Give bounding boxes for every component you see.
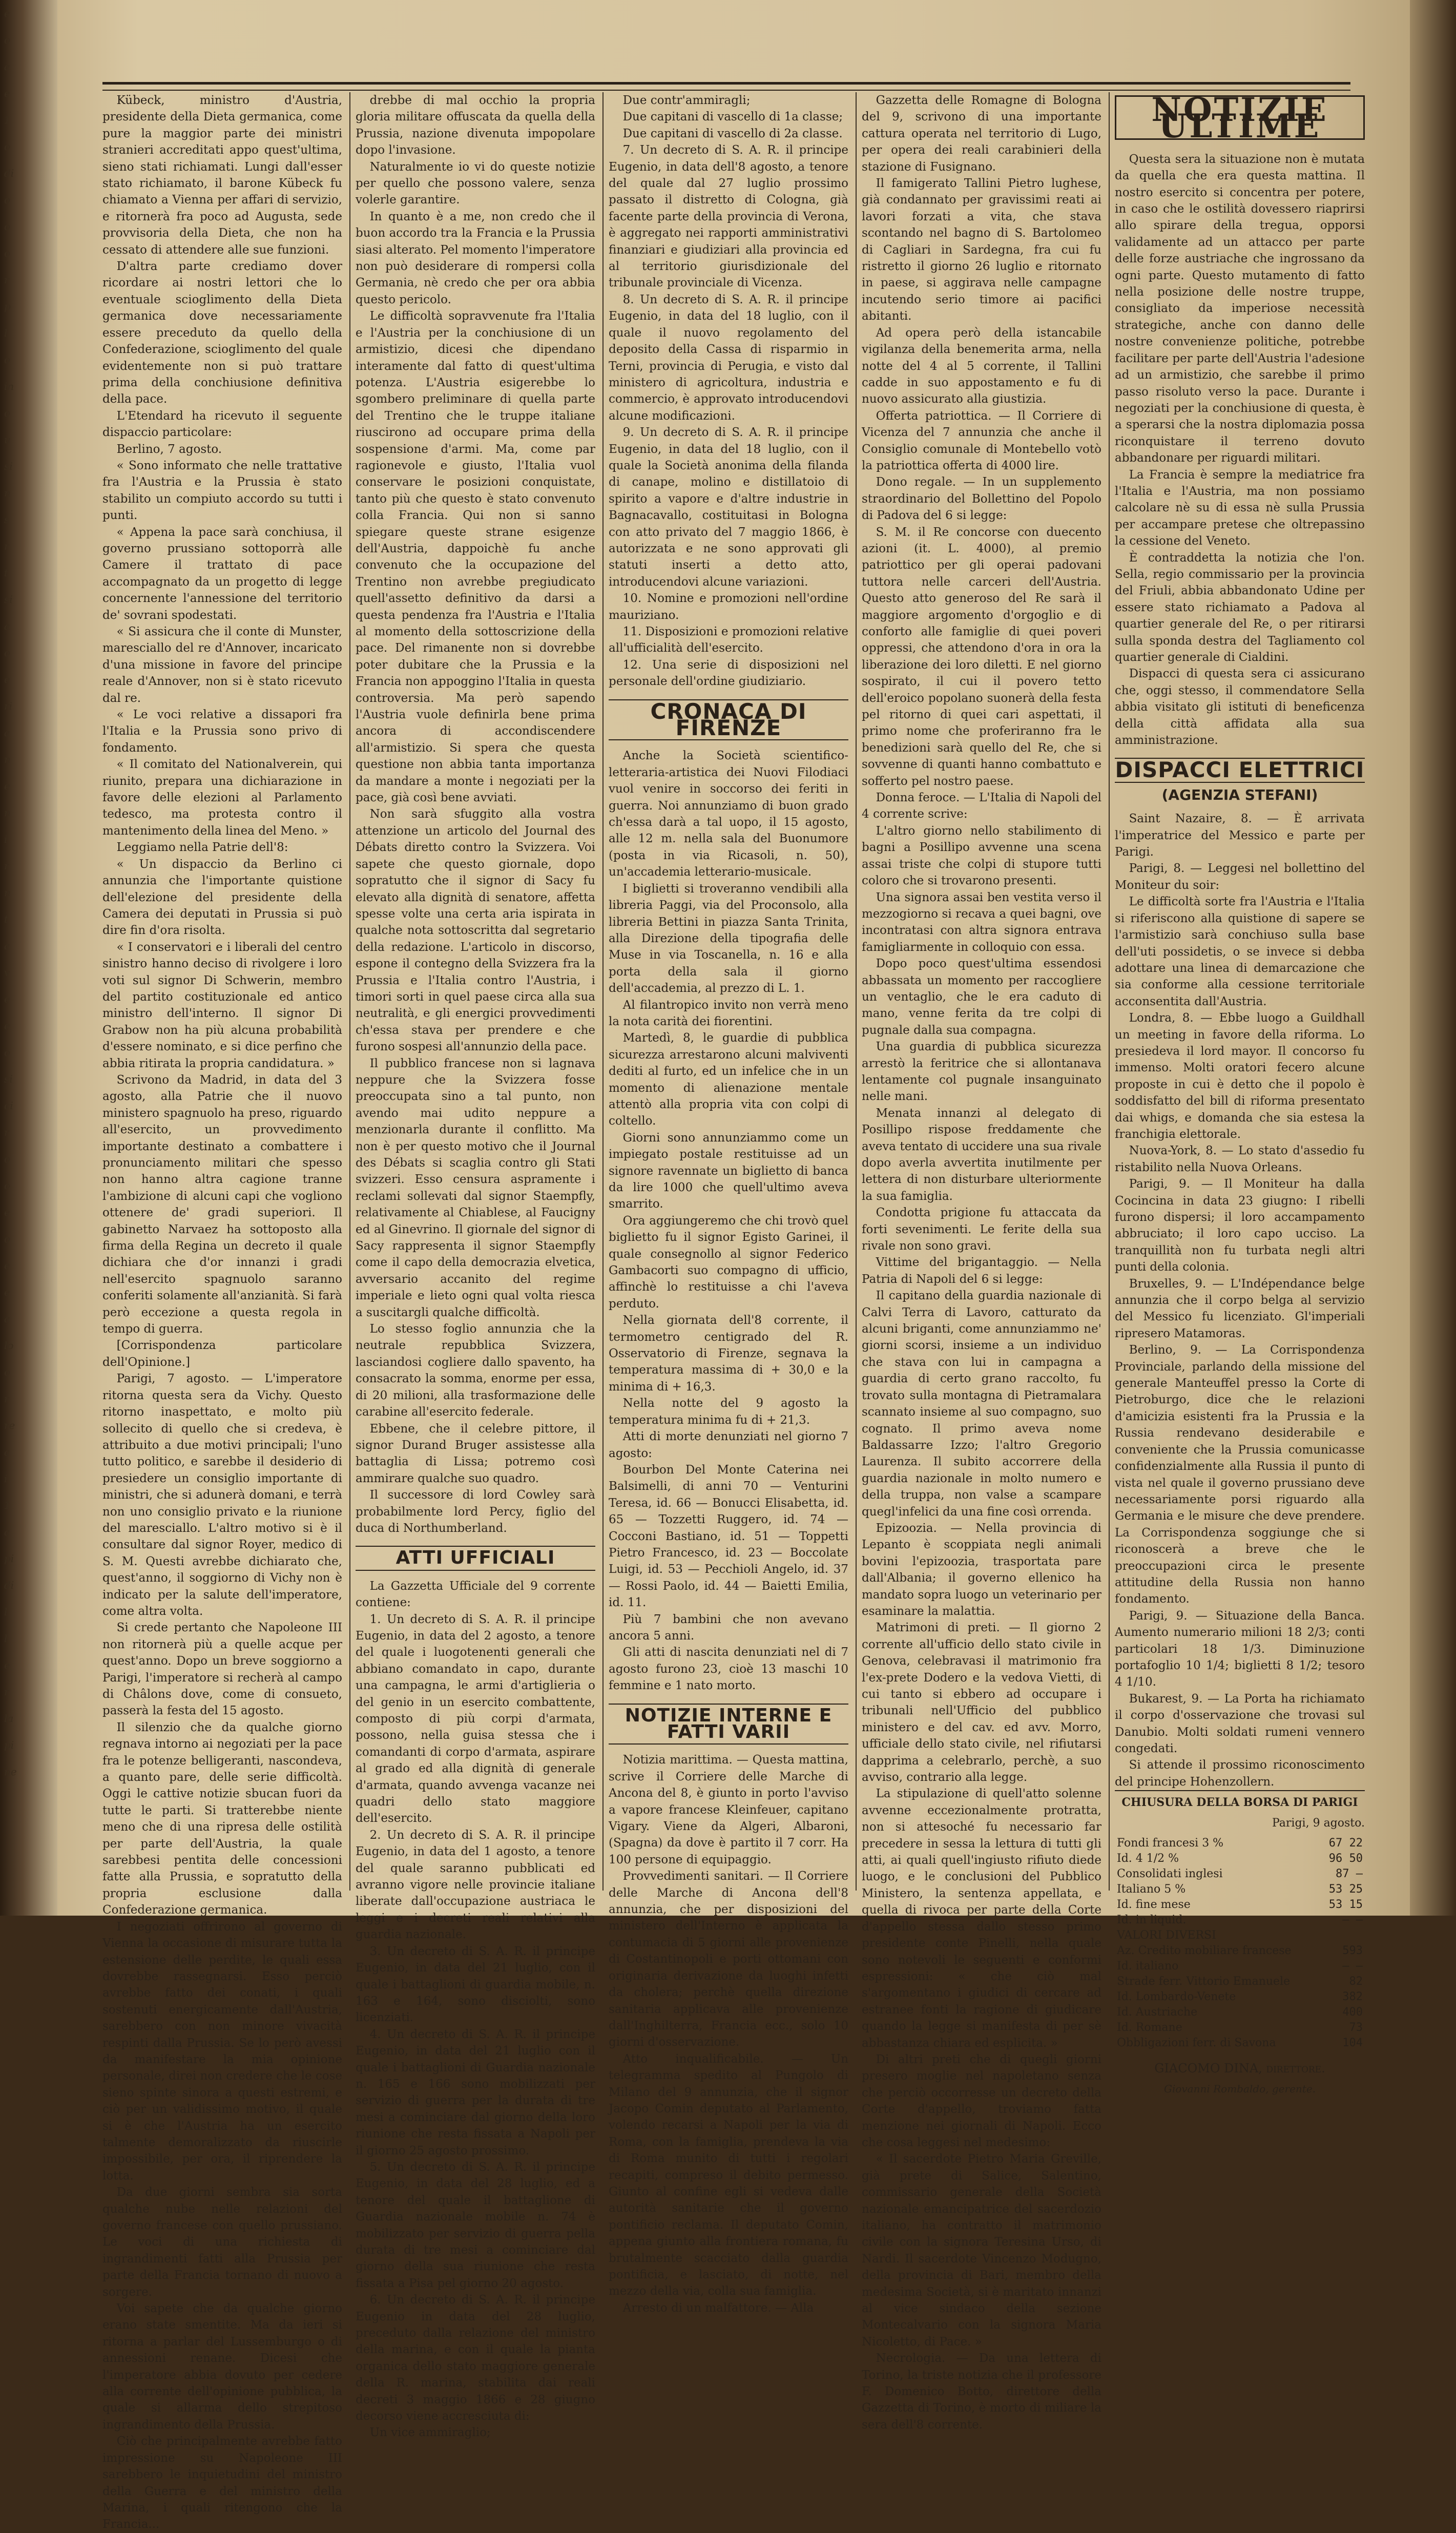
article-paragraph: 8. Un decreto di S. A. R. il principe Eugenio, in data del 18 luglio, con il quale il nuovo regolamento del deposito della Cassa di risparmio in Terni, provincia di Perugia, e visto dal ministero di agricoltura, industria e commercio, è approvato introducendovi alcune modificazioni. xyxy=(609,293,848,423)
column-rule xyxy=(1109,92,1110,1891)
binding-fragment: a xyxy=(4,940,10,952)
binding-fragment: 1 xyxy=(4,1499,11,1511)
article-paragraph: Ebbene, che il celebre pittore, il signor Durand Bruger assistesse alla battaglia di Lissa; potremo così ammirare qualche suo quadro. xyxy=(356,1422,595,1485)
article-paragraph: La Francia è sempre la mediatrice fra l'Italia e l'Austria, ma non possiamo calcolare nè su di essa nè sulla Prussia per accampare pretese che oltrepassino la cessione del Veneto. xyxy=(1115,468,1365,548)
binding-fragment: e xyxy=(4,1206,10,1218)
binding-fragment: s xyxy=(4,513,10,526)
article-paragraph: I negoziati offrirono al governo di Vienna la occasione di misurare tutta la estensione delle perdite, le quali essa dovrebbe rassegnarsi. Esso perciò avrebbe fatto dei conati, i quali sostenuti energicamente dall'Austria, sarebbero con non minore vivacità respinti dalla Prussia. Se lo però avessi da manifestare la mia opinione personale, direi non credere che le cose sieno spinte sinora a questi estremi, e ciò per un validissimo motivo, il quale si è che l'Austria ha un esercito talmente demoralizzato da riuscirle impossibile, per ora, il riprendere la lotta. xyxy=(102,1920,343,2183)
column-3 xyxy=(609,92,848,2315)
binding-fragment: t xyxy=(4,567,9,579)
article-paragraph: Il successore di lord Cowley sarà probabilmente lord Percy, figlio del duca di Northumberland. xyxy=(356,1488,595,1535)
section-subheading-agenzia: (AGENZIA STEFANI) xyxy=(1161,786,1318,803)
bourse-value: 87 — xyxy=(1336,1867,1363,1881)
bourse-row xyxy=(1115,1943,1365,1959)
column-5 xyxy=(1115,91,1365,2095)
bourse-label: Id. Austriache xyxy=(1117,2006,1198,2019)
binding-fragment: o xyxy=(4,1046,11,1058)
binding-fragment: a xyxy=(4,1313,10,1325)
bourse-row xyxy=(1115,1928,1365,1943)
article-paragraph: 11. Disposizioni e promozioni relative all'ufficialità dell'esercito. xyxy=(609,625,848,655)
section-heading-cronaca: CRONACA DI FIRENZE xyxy=(609,699,848,741)
article-paragraph: S. M. il Re concorse con duecento azioni (it. L. 4000), al premio patriottico per gli operai padovani tuttora nelle carceri dell'Austria. Questo atto generoso del Re sarà il maggiore argomento d'orgoglio e di conforto alle famiglie di quei poveri oppressi, che attendono d'ora in ora la liberazione dei loro diletti. E nel giorno sospirato, il cui il povero tetto dell'eroico popolano suonerà della festa pel ritorno di quei cari aspettati, il primo nome che proferiranno fra le benedizioni sarà quello del Re, che si sovvenne di quanti hanno combattuto e sofferto pel nostro paese. xyxy=(862,525,1101,788)
article-paragraph: Scrivono da Madrid, in data del 3 agosto, alla Patrie che il nuovo ministero spagnuolo ha preso, riguardo all'esercito, un provvedimento importante destinato a combattere i pronunciamento militari che spesso non hanno altra cagione tranne l'ambizione di alcuni capi che vogliono ottenere de' gradi superiori. Il gabinetto Narvaez ha sottoposto alla firma della Regina un decreto il quale dichiara che d'or innanzi i gradi nell'esercito spagnuolo saranno conferiti solamente all'anzianità. Si farà però eccezione a questa regola in tempo di guerra. xyxy=(102,1073,342,1336)
article-paragraph: « Le voci relative a dissapori fra l'Italia e la Prussia sono privo di fondamento. xyxy=(102,708,342,755)
binding-fragment: e xyxy=(4,7,10,19)
article-paragraph: Necrologia. — Da una lettera di Torino, la triste notizia che il professore F. Domenico Botto, direttore della Gazzetta di Torino, è morto di miliare la sera dell'8 corrente. xyxy=(862,2352,1101,2432)
bourse-value: — — xyxy=(1342,1960,1363,1973)
article-paragraph: Leggiamo nella Patrie dell'8: xyxy=(116,841,288,855)
binding-fragment: n xyxy=(4,806,11,819)
binding-fragment: e xyxy=(4,1259,10,1272)
binding-fragment: e xyxy=(4,1286,10,1298)
article-paragraph: « Un dispaccio da Berlino ci annunzia che l'importante quistione dell'elezione del presidente della Camera dei deputati in Prussia si può dire fin d'ora risolta. xyxy=(102,857,342,938)
binding-fragment: si xyxy=(4,460,13,472)
gerente-signature: Giovanni Rombaldo, gerente. xyxy=(1163,2083,1316,2095)
binding-fragment: n xyxy=(4,753,11,765)
column-2 xyxy=(356,92,595,2440)
binding-fragment: r xyxy=(4,1686,9,1698)
bourse-label: Az. Credito mobiliare francese xyxy=(1117,1944,1292,1958)
article-paragraph: Nuova-York, 8. — Lo stato d'assedio fu ristabilito nella Nuova Orleans. xyxy=(1115,1144,1365,1174)
bourse-row xyxy=(1115,1913,1365,1928)
bourse-value: 73 xyxy=(1349,2021,1363,2034)
binding-fragment: i xyxy=(4,1472,8,1485)
binding-fragment: ci xyxy=(4,1099,13,1112)
article-paragraph: Matrimoni di preti. — Il giorno 2 corrente all'ufficio dello stato civile in Genova, celebravasi il matrimonio fra l'ex-prete Dodero e la vedova Vietti, di cui tanto si ebbero ad occupare i tribunali nell'Ufficio del pubblico ministero e del cav. ed avv. Morro, ufficiale dello stato civile, nel rifiutarsi dapprima a celebrarlo, perchè, a suo avviso, contrario alla legge. xyxy=(862,1621,1101,1784)
column-4 xyxy=(862,92,1101,2432)
binding-fragment: r xyxy=(4,860,9,872)
article-paragraph: Le difficoltà sorte fra l'Austria e l'Italia si riferiscono alla quistione di sapere se l'armistizio sarà conchiuso sulla base dell'uti possidetis, o se invece si debba adottare una linea di demarcazione che sia conforme alla cessione territoriale acconsentita dall'Austria. xyxy=(1115,895,1365,1008)
binding-text-fragments xyxy=(0,0,57,1785)
binding-fragment: r xyxy=(4,274,9,286)
article-paragraph: Notizia marittima. — Questa mattina, scrive il Corriere delle Marche di Ancona del 8, è giunto in porto l'avviso a vapore francese Kleinfeuer, capitano Vigary. Viene da Algeri, Albaroni, (Spagna) da dove è partito il 7 corr. Ha 100 persone di equipaggio. xyxy=(609,1753,848,1866)
binding-fragment: e xyxy=(4,993,10,1005)
binding-fragment: o xyxy=(4,1153,11,1165)
bourse-value: 593 xyxy=(1342,1944,1363,1958)
article-paragraph: Bourbon Del Monte Caterina nei Balsimelli, di anni 70 — Venturini Teresa, id. 66 — Bonucci Elisabetta, id. 65 — Tozzetti Ruggero, id. 74 — Cocconi Bastiano, id. 51 — Toppetti Pietro Francesco, id. 23 — Boccolate Luigi, id. 53 — Pecchioli Angelo, id. 37 — Rossi Paolo, id. 44 — Baietti Emilia, id. 11. xyxy=(609,1463,848,1610)
bourse-row xyxy=(1115,1897,1365,1913)
binding-fragment: r xyxy=(4,1126,9,1138)
binding-fragment: o xyxy=(4,647,11,659)
binding-fragment: r xyxy=(4,1393,9,1405)
article-paragraph: Questa sera la situazione non è mutata da quella che era questa mattina. Il nostro esercito si concentra per potere, in caso che le ostilità dovessero riaprirsi allo spirare della tregua, opporsi validamente ad un attacco per parte delle forze austriache che ingrossano da ogni parte. Questo mutamento di fatto nella posizione delle nostre truppe, consigliato da imperiose necessità strategiche, anche con danno delle nostre convenienze politiche, potrebbe facilitare per parte dell'Austria l'adesione ad un armistizio, che sarebbe il primo passo risoluto verso la pace. Durante i negoziati per la conchiusione di questa, è a sperarsi che la nostra diplomazia possa riconquistare il terreno dovuto abbandonare per riguardi militari. xyxy=(1115,152,1365,465)
bourse-value: 400 xyxy=(1342,2006,1363,2019)
binding-fragment: a xyxy=(4,1526,10,1538)
binding-fragment: e xyxy=(4,1020,10,1032)
binding-fragment: o xyxy=(4,1366,11,1378)
section-heading-notizie-interne: NOTIZIE INTERNE E FATTI VARII xyxy=(609,1704,848,1745)
binding-fragment: in xyxy=(4,380,14,392)
article-paragraph: È contraddetta la notizia che l'on. Sella, regio commissario per la provincia del Friuli, abbia abbandonato Udine per essere stato richiamato a Padova al quartier generale del Re, o per ritirarsi sulla sponda destra del Tagliamento col quartier generale di Cialdini. xyxy=(1115,551,1365,664)
bourse-value: 53 25 xyxy=(1328,1883,1363,1896)
binding-fragment: v xyxy=(4,966,10,979)
article-paragraph: Il capitano della guardia nazionale di Calvi Terra di Lavoro, catturato da alcuni briganti, come annunziammo ne' giorni scorsi, insieme a un individuo che stava con lui in campagna a guardia di certo grano raccolto, fu trovato sulla montagna di Pietramalara scannato insieme al suo compagno, suo cognato. Il primo aveva nome Baldassarre Izzo; l'altro Gregorio Laurenza. Il subito accorrere della guardia nazionale in molto numero e della truppa, non valse a scampare quegl'infelici da una fine così orrenda. xyxy=(862,1289,1101,1519)
article-paragraph: Dispacci di questa sera ci assicurano che, oggi stesso, il commendatore Sella abbia visitato gli istituti di beneficenza della città affidata alla sua amministrazione. xyxy=(1115,667,1365,748)
bourse-subheader: Parigi, 9 agosto. xyxy=(1272,1816,1365,1830)
bourse-label: Id. 4 1/2 % xyxy=(1117,1852,1179,1865)
binding-fragment: o xyxy=(4,247,11,259)
article-paragraph: Lo stesso foglio annunzia che la neutrale repubblica Svizzera, lasciandosi cogliere dallo spavento, ha consacrato la somma, enorme per essa, di 20 milioni, alla trasformazione delle carabine all'esercito federale. xyxy=(356,1322,595,1419)
bourse-label: Strade ferr. Vittorio Emanuele xyxy=(1117,1975,1291,1988)
section-heading-dispacci: DISPACCI ELETTRICI xyxy=(1115,757,1365,783)
binding-fragment: l xyxy=(4,327,8,339)
binding-fragment: o xyxy=(4,407,11,419)
article-paragraph: Kübeck, ministro d'Austria, presidente della Dieta germanica, come pure la maggior parte dei ministri stranieri accreditati appo quest'ultima, sieno stati richiamati. Lungi dall'esser stato richiamato, il barone Kübeck fu chiamato a Vienna per affari di servizio, e ritornerà fra poco ad Augusta, sede provvisoria della Dieta, che non ha cessato di attendere alle sue funzioni. xyxy=(102,94,342,257)
bourse-row xyxy=(1115,2020,1365,2036)
binding-fragment: o xyxy=(4,220,11,233)
binding-fragment: lo xyxy=(4,1339,14,1352)
article-paragraph: 7. Un decreto di S. A. R. il principe Eugenio, in data dell'8 agosto, a tenore del quale dal 27 luglio prossimo passato il distretto di Cologna, già facente parte della provincia di Verona, è aggregato nei rapporti amministrativi finanziari e giudiziari alla provincia ed al territorio giurisdizionale del tribunale provinciale di Vicenza. xyxy=(609,143,848,290)
bourse-label: Id. fine mese xyxy=(1117,1898,1191,1912)
article-paragraph: « Sono informato che nelle trattative fra l'Austria e la Prussia è stato stabilito un compiuto accordo su tutti i punti. xyxy=(102,459,342,523)
article-paragraph: I biglietti si troveranno vendibili alla libreria Paggi, via del Proconsolo, alla libreria Bettini in piazza Santa Trinita, alla Direzione della tipografia delle Muse in via Toscanella, n. 16 e alla porta della sala il giorno dell'accademia, al prezzo di L. 1. xyxy=(609,882,848,995)
article-paragraph: drebbe di mal occhio la propria gloria militare offuscata da quella della Prussia, nazione divenuta impopolare dopo l'invasione. xyxy=(356,94,595,157)
bourse-label: Obbligazioni ferr. di Savona xyxy=(1117,2037,1276,2050)
bourse-row xyxy=(1115,1851,1365,1866)
binding-fragment: e xyxy=(4,673,10,686)
binding-fragment: l xyxy=(4,1606,8,1618)
binding-fragment: pi xyxy=(4,1552,14,1565)
article-paragraph: 10. Nomine e promozioni nell'ordine mauriziano. xyxy=(609,592,848,622)
article-paragraph: Ciò che principalmente avrebbe fatto impressione su Napoleone III sarebbero le inquietudini del ministro della Guerra e del ministro della Marina, i quali ritengono che la Francia... xyxy=(102,2435,342,2531)
article-paragraph: Provvedimenti sanitari. — Il Corriere delle Marche di Ancona dell'8 annunzia, che per disposizioni del ministero dell'Interno è applicata la contumacia di 5 giorni alle provenienze di Costantinopoli e porti ottomani con originaria derivazione da luoghi infetti da cholera; perchè quella direzione sanitaria applicava alle provenienze dall'Inghilterra, Francia ecc., solo 10 giorni d'osservazione. xyxy=(609,1870,848,2049)
article-paragraph: Anche la Società scientifico-letteraria-artistica dei Nuovi Filodiaci vuol venire in soccorso dei feriti in guerra. Noi annunziamo di buon grado ch'essa darà a tal uopo, il 15 agosto, alle 12 m. nella sala del Buonumore (posta in via Ricasoli, n. 50), un'accademia letterario-musicale. xyxy=(609,749,848,879)
binding-fragment: t xyxy=(4,913,9,925)
binding-fragment: re xyxy=(4,1419,15,1431)
binding-fragment: pi xyxy=(4,1739,14,1751)
bourse-row xyxy=(1115,1974,1365,1989)
binding-fragment: u xyxy=(4,433,11,446)
article-paragraph: « Appena la pace sarà conchiusa, il governo prussiano sottoporrà alle Camere il trattato di pace accompagnato da un progetto di legge concernente l'annessione del territorio de' sovrani spodestati. xyxy=(102,525,342,622)
article-paragraph: « Il comitato del Nationalverein, qui riunito, prepara una dichiarazione in favore delle elezioni al Parlamento tedesco, ma protesta contro il mantenimento della linea del Meno. » xyxy=(102,758,342,838)
bourse-value: 104 xyxy=(1342,2037,1363,2050)
binding-fragment: n xyxy=(4,886,11,899)
column-1 xyxy=(102,92,343,2531)
binding-fragment: a xyxy=(4,620,10,632)
article-paragraph: Il famigerato Tallini Pietro lughese, già condannato per gravissimi reati ai lavori forzati a vita, che stava scontando nel bagno di S. Bartolomeo di Cagliari in Sardegna, fra cui fu ristretto il giorno 26 luglio e ritornato in paese, si aggirava nelle campagne incutendo serio timore ai pacifici abitanti. xyxy=(862,177,1101,323)
binding-fragment: di xyxy=(4,1579,14,1591)
article-paragraph: Un vice ammiraglio; xyxy=(369,2426,491,2440)
article-paragraph: Menata innanzi al delegato di Posillipo rispose freddamente che aveva tentato di uccidere una sua rivale dopo averla avvertita inutilmente per lettera di non disturbare ulteriormente la sua famiglia. xyxy=(862,1106,1101,1203)
binding-fragment: l xyxy=(4,1632,8,1645)
article-paragraph: Il silenzio che da qualche giorno regnava intorno ai negoziati per la pace fra le potenze belligeranti, nascondeva, a quanto pare, delle serie difficoltà. Oggi le cattive notizie sbucan fuori da tutte le parti. Si tratterebbe niente meno che di una ripresa delle ostilità per parte dell'Austria, la quale sarebbesi pentita delle concessioni fatte alla Prussia, e sopratutto della propria esclusione dalla Confederazione germanica. xyxy=(102,1720,342,1917)
article-paragraph: Dono regale. — In un supplemento straordinario del Bollettino del Popolo di Padova del 6 si legge: xyxy=(862,475,1101,523)
article-paragraph: Berlino, 7 agosto. xyxy=(116,442,222,456)
article-paragraph: Nella notte del 9 agosto la temperatura minima fu di + 21,3. xyxy=(609,1397,848,1427)
column-rule xyxy=(602,92,604,1891)
article-paragraph: L'altro giorno nello stabilimento di bagni a Posillipo avvenne una scena assai triste che colpi di stupore tutti coloro che si trovarono presenti. xyxy=(862,824,1101,888)
binding-fragment: o xyxy=(4,1179,11,1192)
article-paragraph: Parigi, 7 agosto. — L'imperatore ritorna questa sera da Vichy. Questo ritorno inaspettato, e molto più sollecito di quello che si credeva, è attribuito a due motivi principali; l'uno tutto politico, e sarebbe il desiderio di presiedere un consiglio importante di ministri, che si adunerà domani, e terrà non uno consiglio privato e la riunione del maresciallo. L'altro motivo si è il consultare dal signor Royer, medico di S. M. Questi avrebbe dichiarato che, quest'anno, il soggiorno di Vichy non è indicato per la salute dell'imperatore, come altra volta. xyxy=(102,1372,342,1618)
article-paragraph: Arresto di un malfattore. — Alla xyxy=(622,2301,814,2315)
article-paragraph: In quanto è a me, non credo che il buon accordo tra la Francia e la Prussia siasi alterato. Pel momento l'imperatore non può desiderare di rompersi colla Germania, nè credo che per ora abbia questo pericolo. xyxy=(356,210,595,306)
bourse-row xyxy=(1115,2005,1365,2020)
article-paragraph: « I conservatori e i liberali del centro sinistro hanno deciso di rivolgere i loro voti sul signor Di Schwerin, membro del partito costituzionale ed antico ministro dell'interno. Il signor Di Grabow non ha più alcuna probabilità d'essere nominato, e si dice perfino che abbia ritirata la propria candidatura. » xyxy=(102,940,342,1070)
section-heading-atti-ufficiali: ATTI UFFICIALI xyxy=(356,1546,595,1570)
binding-fragment: ne xyxy=(4,1766,17,1778)
article-paragraph: Una signora assai ben vestita verso il mezzogiorno si recava a quei bagni, ove incontratasi con altra signora entrava famigliarmente in colloquio con essa. xyxy=(862,890,1101,954)
bourse-value: — — xyxy=(1342,1914,1363,1927)
binding-fragment: r xyxy=(4,540,9,552)
bourse-value xyxy=(1321,1928,1365,1943)
article-paragraph: Parigi, 9. — Situazione della Banca. Aumento numerario milioni 18 2/3; conti particolari 18 1/3. Diminuzione portafoglio 10 1/4; biglietti 8 1/2; tesoro 4 1/10. xyxy=(1115,1609,1365,1689)
bourse-label: Id. Lombardo-Venete xyxy=(1117,1990,1236,2004)
binding-fragment: a xyxy=(4,1446,10,1458)
article-paragraph: 2. Un decreto di S. A. R. il principe Eugenio, in data del 1 agosto, a tenore del quale saranno pubblicati ed avranno vigore nelle provincie italiane liberate dall'occupazione austriaca le leggi e i decreti reali relativi alla guardia nazionale. xyxy=(356,1828,595,1942)
binding-fragment: o xyxy=(4,140,11,153)
bourse-label: Consolidati inglesi xyxy=(1117,1867,1223,1881)
article-paragraph: Ora aggiungeremo che chi trovò quel biglietto fu il signor Egisto Garinei, il quale consegnollo al signor Federico Gambacorti suo compagno di ufficio, affinchè lo restituisse a chi l'aveva perduto. xyxy=(609,1214,848,1311)
article-paragraph: La stipulazione di quell'atto solenne avvenne eccezionalmente protratta, non si attesoché fu necessario far precedere in sessa la lettura di tutti gli atti, ai quali quell'ingiusto rifiuto diede luogo, e le conclusioni del Pubblico Ministero, la sentenza appellata, e quella di rivoca per parte della Corte d'appello stessa dallo stesso primo presidente conte Pinelli, nella quale sono notevoli le seguenti e conformi espressioni: « che ciò mal s'argomentano i giudici di cercare ad estranee fonti la ragione di giudicare quando la legge si manifesta di per sè abbastanza chiara ed esplicita. » xyxy=(862,1787,1101,2050)
binding-fragment: o xyxy=(4,354,11,366)
bourse-label: VALORI DIVERSI xyxy=(1117,1929,1216,1942)
binding-fragment: a xyxy=(4,726,10,739)
article-paragraph: Ad opera però della istancabile vigilanza della benemerita arma, nella notte del 4 al 5 corrente, il Tallini cadde in suo appostamento e fu di nuovo assicurato alla giustizia. xyxy=(862,326,1101,406)
top-rule xyxy=(102,82,1350,91)
article-paragraph: La Gazzetta Ufficiale del 9 corrente contiene: xyxy=(356,1579,595,1610)
article-paragraph: Bruxelles, 9. — L'Indépendance belge annunzia che il corpo belga al servizio del Messico fu licenziato. Gl'imperiali ripresero Matamoras. xyxy=(1115,1277,1365,1340)
article-paragraph: L'Etendard ha ricevuto il seguente dispaccio particolare: xyxy=(102,409,342,440)
binding-fragment: a xyxy=(4,60,10,73)
bourse-row xyxy=(1115,1866,1365,1882)
article-paragraph: Donna feroce. — L'Italia di Napoli del 4 corrente scrive: xyxy=(862,791,1101,821)
article-paragraph: 5. Un decreto di S. A. R. il principe Eugenio, in data del 28 luglio, ed a tenore del quale il battaglione di Guardia nazionale mobile n. 74 è mobilizzato per servizio di guerra pella durata di tre mesi a cominciare dal giorno della sua riunione che resta fissata a Pisa pel giorno 20 agosto. xyxy=(356,2160,595,2290)
binding-fragment: 1 xyxy=(4,114,11,126)
column-rule xyxy=(349,92,350,1891)
binding-fragment: ri xyxy=(4,700,12,712)
bourse-label: Id. in liquid. xyxy=(1117,1914,1187,1927)
binding-fragment: di xyxy=(4,167,14,179)
binding-fragment: e xyxy=(4,780,10,792)
binding-fragment: n xyxy=(4,487,11,499)
article-paragraph: 1. Un decreto di S. A. R. il principe Eugenio, in data del 2 agosto, a tenore del quale i luogotenenti generali che abbiano comandato in capo, durante una campagna, le armi d'artiglieria o del genio in un esercito combattente, composto di più corpi d'armata, possono, nella guisa stessa che i comandanti di corpo d'armata, aspirare al grado ed alla dignità di generale d'armata, quando avvenga vacanze nei quadri dello stato maggiore dell'esercito. xyxy=(356,1612,595,1825)
bourse-row xyxy=(1115,1882,1365,1897)
article-paragraph: 9. Un decreto di S. A. R. il principe Eugenio, in data del 18 luglio, con il quale la Società anonima della filanda di canape, molino e distillatoio di spirito a vapore e d'altre industrie in Bagnacavallo, costituitasi in Bologna con atto privato del 7 maggio 1866, è autorizzata e ne sono approvati gli statuti inserti a detto atto, introducendovi alcune variazioni. xyxy=(609,426,848,589)
notizie-ultime-title: NOTIZIE ULTIME xyxy=(1115,95,1365,140)
bourse-label: Fondi francesi 3 % xyxy=(1117,1837,1224,1850)
article-paragraph: Voi sapete che da qualche giorno erano state smentite. Ma da ieri si ritorna a parlar del Lussemburgo o di annessioni renane. Dicesi che l'imperatore abbia dovuto per cedere alla corrente dell'opinione pubblica, la quale si allarma dello strepitoso ingrandimento della Prussia. xyxy=(102,2302,342,2432)
bourse-label: Id. italiano xyxy=(1117,1960,1179,1973)
article-paragraph: Epizoozia. — Nella provincia di Lepanto è scoppiata negli animali bovini l'epizoozia, trasportata pare dall'Albania; il governo ellenico ha mandato sopra luogo un veterinario per esaminare la malattia. xyxy=(862,1521,1101,1618)
article-paragraph: Bukarest, 9. — La Porta ha richiamato il corpo d'osservazione che trovasi sul Danubio. Molti soldati rumeni vennero congedati. xyxy=(1115,1692,1365,1755)
article-paragraph: 6. Un decreto di S. A. R. il principe Eugenio in data del 28 luglio, preceduto dalla relazione del ministro della marina, e con il quale la pianta organica dello stato maggiore generale della R. marina, stabilita dai reali decreti 3 maggio 1866 e 28 giugno decorso viene accresciuta di: xyxy=(356,2293,595,2423)
article-paragraph: Saint Nazaire, 8. — È arrivata l'imperatrice del Messico e parte per Parigi. xyxy=(1115,812,1365,859)
book-binding xyxy=(0,0,57,1916)
binding-fragment: si xyxy=(4,1073,13,1085)
binding-fragment: e xyxy=(4,87,10,99)
article-paragraph: Offerta patriottica. — Il Corriere di Vicenza del 7 annunzia che anche il Consiglio comunale di Montebello votò la patriottica offerta di 4000 lire. xyxy=(862,409,1101,472)
article-paragraph: 4. Un decreto di S. A. R. il principe Eugenio, in data del 21 luglio con il quale i battaglioni di Guardia nazionale n. 165 e 166 sono mobilizzati per servizio di guerra per la durata di tre mesi a cominciare dal giorno della loro riunione che resta fissata a Napoli per il giorno 25 agosto prossimo. xyxy=(356,2027,595,2157)
article-paragraph: Non sarà sfuggito alla vostra attenzione un articolo del Journal des Débats diretto contro la Svizzera. Voi sapete che questo giornale, dopo sopratutto che il signor di Sacy fu elevato alla dignità di senatore, affetta spesse volte una certa aria ispirata in qualche nota sottoscritta dal segretario della redazione. L'articolo in discorso, espone il contegno della Svizzera fra la Prussia e l'Italia contro l'Austria, i timori sorti in quel paese circa alla sua neutralità, e gli energici provvedimenti ch'essa stava per prendere e che furono sospesi all'annunzio della pace. xyxy=(356,807,595,1054)
article-paragraph: Al filantropico invito non verrà meno la nota carità dei fiorentini. xyxy=(609,998,848,1028)
column-rule xyxy=(856,92,857,1891)
binding-fragment: e xyxy=(4,1659,10,1671)
article-paragraph: Nella giornata dell'8 corrente, il termometro centigrado del R. Osservatorio di Firenze, segnava la temperatura massima di + 30,0 e la minima di + 16,3. xyxy=(609,1314,848,1394)
article-paragraph: Parigi, 9. — Il Moniteur ha dalla Cocincina in data 23 giugno: I ribelli furono dispersi; il loro accampamento abbruciato; il loro capo ucciso. La tranquillità non fu turbata negli altri punti della colonia. xyxy=(1115,1177,1365,1274)
bourse-row xyxy=(1115,1836,1365,1851)
article-paragraph: Vittime del brigantaggio. — Nella Patria di Napoli del 6 si legge: xyxy=(862,1256,1101,1286)
article-paragraph: Il pubblico francese non si lagnava neppure che la Svizzera fosse preoccupata sino a tal punto, non avendo mai udito neppure a menzionarla durante il conflitto. Ma non è per questo motivo che il Journal des Débats si scaglia contro gli Stati svizzeri. Esso censura aspramente i reclami sollevati dal signor Staempfly, relativamente al Chiablese, al Faucigny ed al Ginevrino. Il giornale del signor di Sacy rappresenta il signor Staempfly come il capo della democrazia elvetica, avversario accanito del regime imperiale e lieto ogni qual volta riesca a suscitargli qualche difficoltà. xyxy=(356,1056,595,1319)
article-paragraph: Di altri preti che di quegli giorni presero moglie nel napoletano senza che perciò occorresse un decreto della Corte d'appello, troviamo fatta menzione nei giornali di Napoli. Ecco che cosa leggesi nel medesimo: xyxy=(862,2052,1101,2149)
article-paragraph: 3. Un decreto di S. A. R. il principe Eugenio, in data del 21 luglio, con il quale i battaglioni di guardia mobile, n. 163 e 164, sono disciolti, sono licenziati. xyxy=(356,1944,595,2025)
binding-fragment: i xyxy=(4,833,8,845)
article-paragraph: D'altra parte crediamo dover ricordare ai nostri lettori che lo eventuale scioglimento della Dieta germanica dove necessariamente essere preceduto da quello della Confederazione, scioglimento del quale evidentemente non si può trattare prima della conchiusione definitiva della pace. xyxy=(102,260,342,406)
article-paragraph: Atto inqualificabile. — Un telegramma spedito al Pungolo di Milano del 9 annunzia, che il signor Jacopo Comin deputato al Parlamento, volendo recarsi a Napoli per la via di Roma, con la famiglia, prendeva la via di Roma munito di tutti i regolari recapiti, compreso il debito permesso. Giunto al confine egli si vedeva dalle autorità sanitarie che il governo pontificio reclama. Il deputato Comin, appena giunto alla frontiera romana, fu brutalmente scacciato dalla guardia pontificia, e lasciato, di notte, nel mezzo della via, colla sua famiglia. xyxy=(609,2052,848,2298)
bourse-row xyxy=(1115,2036,1365,2051)
article-paragraph: Due contr'ammiragli; xyxy=(622,94,751,107)
bourse-value: 96 50 xyxy=(1328,1852,1363,1865)
article-paragraph: Da due giorni sembra sia sorta qualche nube nelle relazioni del governo francese con quello prussiano. Le voci di una richiesta di ingrandimenti fatti alla Prussia per parte della Francia tornano di nuovo a sorgere. xyxy=(102,2186,342,2299)
article-paragraph: Gli atti di nascita denunziati nel di 7 agosto furono 23, cioè 13 maschi 10 femmine e 1 nato morto. xyxy=(609,1646,848,1693)
bourse-value: 67 22 xyxy=(1328,1837,1363,1850)
bourse-value: 82 xyxy=(1349,1975,1363,1988)
article-paragraph: Londra, 8. — Ebbe luogo a Guildhall un meeting in favore della riforma. Lo presiedeva il lord mayor. Il concorso fu immenso. Molti oratori fecero alcune proposte in cui è detto che il popolo è soddisfatto del bill di riforma presentato dai whigs, e domanda che sia estesa la franchigia elettorale. xyxy=(1115,1011,1365,1141)
binding-fragment: la xyxy=(4,1712,14,1725)
bourse-row xyxy=(1115,1959,1365,1974)
bourse-value: 53 15 xyxy=(1328,1898,1363,1912)
binding-fragment: p xyxy=(4,300,11,313)
article-paragraph: Dopo poco quest'ultima essendosi abbassata un momento per raccogliere un ventaglio, che le era caduto di mano, venne ferita da tre colpi di pugnale dalla sua compagna. xyxy=(862,957,1101,1037)
article-paragraph: Due capitani di vascello di 2a classe. xyxy=(622,127,843,140)
bourse-value: 382 xyxy=(1342,1990,1363,2004)
binding-fragment: o xyxy=(4,1233,11,1245)
article-paragraph: 12. Una serie di disposizioni nel personale dell'ordine giudiziario. xyxy=(609,658,848,689)
article-paragraph: Martedì, 8, le guardie di pubblica sicurezza arrestarono alcuni malviventi dediti al furto, ed un infelice che in un momento di alienazione mentale attentò alla propria vita con colpi di coltello. xyxy=(609,1031,848,1128)
article-paragraph: Si crede pertanto che Napoleone III non ritornerà più a quelle acque per quest'anno. Dopo un breve soggiorno a Parigi, l'imperatore si recherà al campo di Châlons dove, come di consueto, passerà la festa del 15 agosto. xyxy=(102,1621,342,1718)
bourse-row xyxy=(1115,1989,1365,2005)
article-paragraph: Giorni sono annunziammo come un impiegato postale restituisse ad un signore ravennate un biglietto di banca da lire 1000 che quell'ultimo aveva smarrito. xyxy=(609,1131,848,1211)
page-edge-shadow xyxy=(1410,0,1456,1916)
newspaper-page xyxy=(57,0,1410,2531)
article-paragraph: Condotta prigione fu attaccata da forti sevenimenti. Le ferite della sua rivale non sono gravi. xyxy=(862,1206,1101,1253)
bourse-label: Italiano 5 % xyxy=(1117,1883,1186,1896)
article-paragraph: [Corrispondenza particolare dell'Opinione.] xyxy=(102,1339,342,1369)
article-paragraph: Una guardia di pubblica sicurezza arrestò la feritrice che si allontanava lentamente col pugnale insanguinato nelle mani. xyxy=(862,1040,1101,1104)
binding-fragment: o xyxy=(4,194,11,206)
editor-signature: GIACOMO DINA, direttore. xyxy=(1154,2061,1325,2076)
bourse-table xyxy=(1115,1836,1365,2051)
article-paragraph: Parigi, 8. — Leggesi nel bollettino del Moniteur du soir: xyxy=(1115,862,1365,892)
article-paragraph: « Il sacerdote Pietro Maria Greville, già prete di Salice, Salentino, commissario generale della Società nazionale emancipatrice del sacerdozio italiano, ha contratto il matrimonio civile con la signora Teresina Urso, di Nardi. Il sacerdote Vincenzo Modugno, della provincia di Bari, membro della medesima Società, si è maritato innanzi al vice sindaco della sezione Montecalvario con la signora Maria Nicoletto, di Pace. » xyxy=(862,2152,1101,2349)
article-paragraph: Due capitani di vascello di 1a classe; xyxy=(622,110,843,124)
article-paragraph: Atti di morte denunziati nel giorno 7 agosto: xyxy=(609,1430,848,1460)
binding-fragment: o xyxy=(4,34,11,46)
article-paragraph: « Si assicura che il conte di Munster, maresciallo del re d'Annover, incaricato d'una missione in favore del principe reale d'Annover, non si è stato ricevuto dal re. xyxy=(102,625,342,705)
bourse-label: Id. Romane xyxy=(1117,2021,1182,2034)
article-paragraph: Le difficoltà sopravvenute fra l'Italia e l'Austria per la conchiusione di un armistizio, dicesi che dipendano interamente dal fatto di quest'ultima potenza. L'Austria esigerebbe lo sgombero preliminare di quella parte del Trentino che le truppe italiane riuscirono ad occupare prima della sospensione d'armi. Ma, come par ragionevole e giusto, l'Italia vuol conservare le posizioni conquistate, tanto più che questo è stato convenuto colla Francia. Qui non si sanno spiegare queste strane esigenze dell'Austria, dappoichè fu anche convenuto che la occupazione del Trentino non avrebbe pregiudicato quell'assetto definitivo da darsi a questa pendenza fra l'Austria e l'Italia al momento della sottoscrizione della pace. Del rimanente non si dovrebbe poter dubitare che la Prussia e la Francia non appoggino l'Italia in questa controversia. Ma però sapendo l'Austria vuole definirla bene prima ancora di accondiscendere all'armistizio. Si spera che questa questione non abbia tanta importanza da mandare a monte i negoziati per la pace, già così bene avviati. xyxy=(356,309,595,805)
article-paragraph: Naturalmente io vi do queste notizie per quello che possono valere, senza volerle garantire. xyxy=(356,160,595,207)
article-paragraph: Si attende il prossimo riconoscimento del principe Hohenzollern. xyxy=(1115,1758,1365,1789)
binding-fragment: si xyxy=(4,593,13,606)
article-paragraph: Più 7 bambini che non avevano ancora 5 anni. xyxy=(609,1612,848,1643)
article-paragraph: Gazzetta delle Romagne di Bologna del 9, scrivono di una importante cattura operata nel territorio di Lugo, per opera dei reali carabinieri della stazione di Fusignano. xyxy=(862,94,1101,174)
bourse-header: CHIUSURA DELLA BORSA DI PARIGI xyxy=(1115,1790,1365,1811)
article-paragraph: Berlino, 9. — La Corrispondenza Provinciale, parlando della missione del generale Manteuffel presso la Corte di Pietroburgo, dice che le relazioni d'amicizia esistenti fra la Prussia e la Russia rendevano desiderabile e conveniente che la Prussia comunicasse confidenzialmente alla Russia il punto di vista nel quale il governo prussiano deve necessariamente porsi riguardo alla Germania e le misure che deve prendere. La Corrispondenza soggiunge che si riconoscerà a breve che le preoccupazioni circa le presente attitudine della Russia non hanno fondamento. xyxy=(1115,1343,1365,1606)
